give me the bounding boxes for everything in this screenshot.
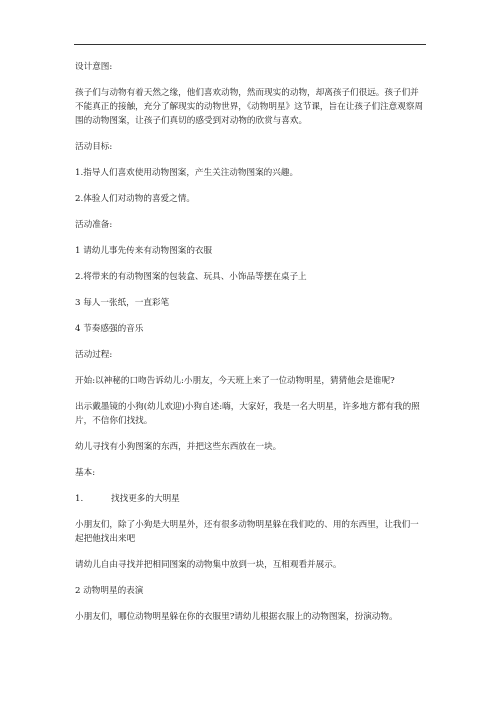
prep-item-1: 1 请幼儿事先传来有动物图案的衣服 <box>75 246 213 256</box>
process-heading: 活动过程: <box>75 350 113 360</box>
step-1-followup: 请幼儿自由寻找并把相同图案的动物集中放到一块，互相观看并展示。 <box>75 560 342 570</box>
design-intent-body: 孩子们与动物有着天然之缘，他们喜欢动物，然而现实的动物，却离孩子们很远。孩子们并不能真正的接触，充分了解现实的动物世界，《动物明星》这节课，旨在让孩子们注意观察周围的动物图案，让孩子们真切的感受到对动物的欣赏与喜欢。 <box>75 88 424 126</box>
design-intent-heading: 设计意图: <box>75 62 113 72</box>
prep-item-3: 3 每人一张纸，一直彩笔 <box>75 298 170 308</box>
goal-item-1: 1.指导人们喜欢使用动物图案，产生关注动物图案的兴趣。 <box>75 168 299 178</box>
process-dog: 出示戴墨镜的小狗(幼儿欢迎)小狗自述:嗨，大家好，我是一名大明星，许多地方都有我的照片，不信你们找找。 <box>75 402 420 426</box>
header-rule <box>74 44 426 45</box>
step-2-body: 小朋友们，哪位动物明星躲在你的衣服里?请幼儿根据衣服上的动物图案，扮演动物。 <box>75 612 398 622</box>
goal-item-2: 2.体验人们对动物的喜爱之情。 <box>75 194 195 204</box>
prep-heading: 活动准备: <box>75 220 113 230</box>
process-search: 幼儿寻找有小狗图案的东西，并把这些东西放在一块。 <box>75 442 282 452</box>
process-intro: 开始:以神秘的口吻告诉幼儿:小朋友，今天班上来了一位动物明星，猜猜他会是谁呢? <box>75 376 395 386</box>
document-body <box>75 60 427 624</box>
goals-heading: 活动目标: <box>75 142 113 152</box>
step-1-title: 找找更多的大明星 <box>111 494 180 504</box>
prep-item-2: 2.将带来的有动物图案的包装盒、玩具、小饰品等摆在桌子上 <box>75 272 307 282</box>
step-2-title: 2 动物明星的表演 <box>75 586 144 596</box>
step-1-number: 1. <box>75 494 84 504</box>
step-1-body: 小朋友们，除了小狗是大明星外，还有很多动物明星躲在我们吃的、用的东西里，让我们一起把他找出来吧 <box>75 520 419 544</box>
step-1-heading <box>75 492 427 506</box>
prep-item-4: 4 节奏感强的音乐 <box>75 324 144 334</box>
basic-heading: 基本: <box>75 468 96 478</box>
